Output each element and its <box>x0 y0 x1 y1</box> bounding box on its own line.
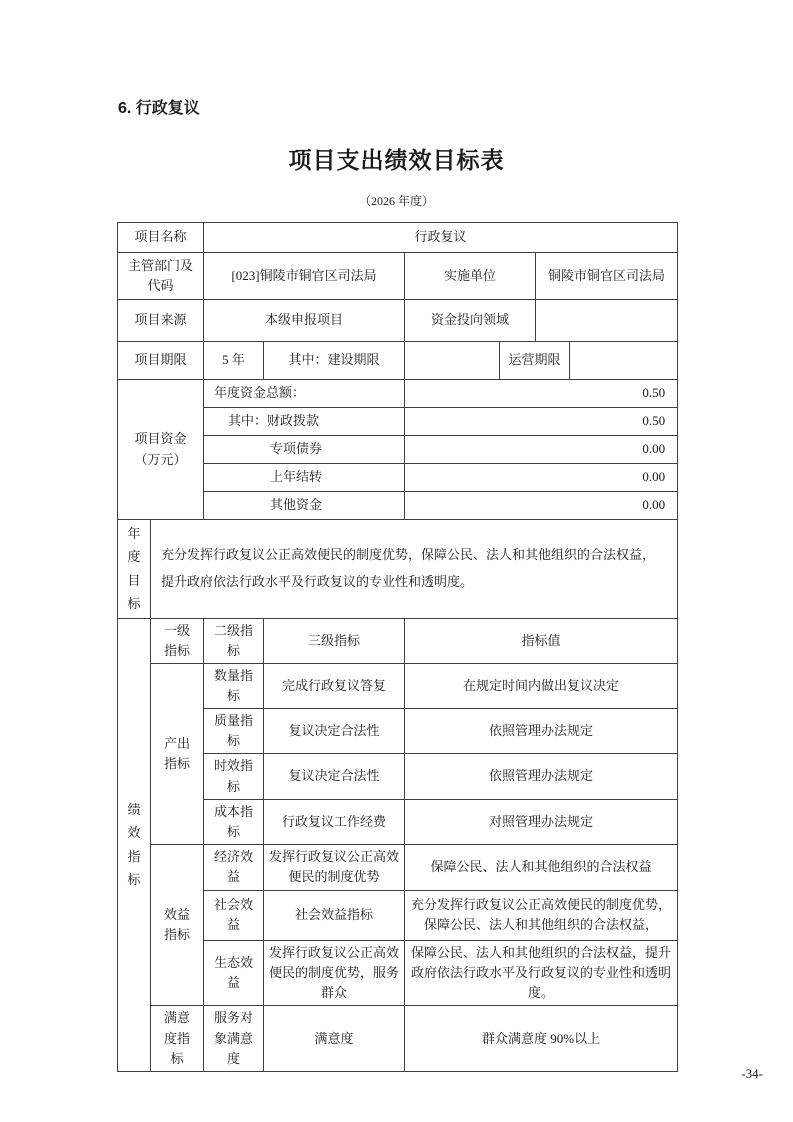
operation-period-label: 运营期限 <box>500 342 570 380</box>
indicator-level2: 经济效益 <box>204 844 264 890</box>
indicator-level3: 发挥行政复议公正高效便民的制度优势 <box>264 844 405 890</box>
indicator-value: 对照管理办法规定 <box>405 799 678 844</box>
indicator-value: 充分发挥行政复议公正高效便民的制度优势，保障公民、法人和其他组织的合法权益， <box>405 890 678 940</box>
fund-item-label: 其他资金 <box>204 492 405 520</box>
operation-period-value <box>570 342 678 380</box>
fund-item-label: 年度资金总额： <box>204 380 405 408</box>
project-period-value: 5 年 <box>204 342 264 380</box>
indicator-value: 依照管理办法规定 <box>405 709 678 754</box>
output-group-label: 产出指标 <box>151 663 204 844</box>
table-row <box>118 520 678 619</box>
project-name-value: 行政复议 <box>204 223 678 253</box>
indicator-level2: 社会效益 <box>204 890 264 940</box>
fund-item-value: 0.00 <box>405 492 678 520</box>
fund-item-label: 其中：财政拨款 <box>204 408 405 436</box>
table-row <box>118 1006 678 1071</box>
annual-goal-label: 年度目标 <box>118 520 151 619</box>
implement-unit-label: 实施单位 <box>405 253 536 300</box>
indicator-level3: 复议决定合法性 <box>264 709 405 754</box>
fund-item-value: 0.00 <box>405 464 678 492</box>
table-row <box>118 253 678 300</box>
project-source-label: 项目来源 <box>118 300 204 342</box>
project-name-label: 项目名称 <box>118 223 204 253</box>
construction-period-value <box>405 342 500 380</box>
department-value: [023]铜陵市铜官区司法局 <box>204 253 405 300</box>
header-level2: 二级指标 <box>204 618 264 663</box>
fund-item-label: 上年结转 <box>204 464 405 492</box>
header-level1: 一级指标 <box>151 618 204 663</box>
table-row <box>118 663 678 708</box>
fund-direction-value <box>536 300 678 342</box>
page-subtitle: （2026 年度） <box>358 194 434 208</box>
table-row <box>118 223 678 253</box>
annual-goal-text: 充分发挥行政复议公正高效便民的制度优势，保障公民、法人和其他组织的合法权益，提升政府依法行政水平及行政复议的专业性和透明度。 <box>151 520 678 619</box>
performance-target-table <box>117 222 678 1072</box>
section-heading: 6. 行政复议 <box>118 100 200 117</box>
indicator-level3: 满意度 <box>264 1006 405 1071</box>
table-row <box>118 300 678 342</box>
construction-period-label: 其中：建设期限 <box>264 342 405 380</box>
fund-direction-label: 资金投向领域 <box>405 300 536 342</box>
funds-group-label: 项目资金（万元） <box>118 380 204 520</box>
page-title: 项目支出绩效目标表 <box>288 147 505 173</box>
indicator-level3: 完成行政复议答复 <box>264 663 405 708</box>
indicator-value: 保障公民、法人和其他组织的合法权益，提升政府依法行政水平及行政复议的专业性和透明度。 <box>405 940 678 1005</box>
fund-item-value: 0.50 <box>405 380 678 408</box>
indicator-value: 在规定时间内做出复议决定 <box>405 663 678 708</box>
header-value: 指标值 <box>405 618 678 663</box>
table-row <box>118 844 678 890</box>
performance-group-label: 绩效指标 <box>118 618 151 1071</box>
indicator-level3: 发挥行政复议公正高效便民的制度优势，服务群众 <box>264 940 405 1005</box>
indicator-level2: 时效指标 <box>204 754 264 799</box>
table-row <box>118 618 678 663</box>
indicator-level2: 成本指标 <box>204 799 264 844</box>
department-label: 主管部门及代码 <box>118 253 204 300</box>
indicator-level2: 生态效益 <box>204 940 264 1005</box>
satisfaction-group-label: 满意度指标 <box>151 1006 204 1071</box>
indicator-level2: 数量指标 <box>204 663 264 708</box>
fund-item-value: 0.50 <box>405 408 678 436</box>
implement-unit-value: 铜陵市铜官区司法局 <box>536 253 678 300</box>
indicator-level2: 服务对象满意度 <box>204 1006 264 1071</box>
page-number: -34- <box>741 1066 763 1081</box>
header-level3: 三级指标 <box>264 618 405 663</box>
indicator-value: 依照管理办法规定 <box>405 754 678 799</box>
indicator-value: 保障公民、法人和其他组织的合法权益 <box>405 844 678 890</box>
table-row <box>118 342 678 380</box>
project-source-value: 本级申报项目 <box>204 300 405 342</box>
indicator-level2: 质量指标 <box>204 709 264 754</box>
benefit-group-label: 效益指标 <box>151 844 204 1005</box>
project-period-label: 项目期限 <box>118 342 204 380</box>
table-row <box>118 380 678 408</box>
indicator-value: 群众满意度 90%以上 <box>405 1006 678 1071</box>
fund-item-label: 专项债券 <box>204 436 405 464</box>
fund-item-value: 0.00 <box>405 436 678 464</box>
indicator-level3: 社会效益指标 <box>264 890 405 940</box>
indicator-level3: 行政复议工作经费 <box>264 799 405 844</box>
indicator-level3: 复议决定合法性 <box>264 754 405 799</box>
